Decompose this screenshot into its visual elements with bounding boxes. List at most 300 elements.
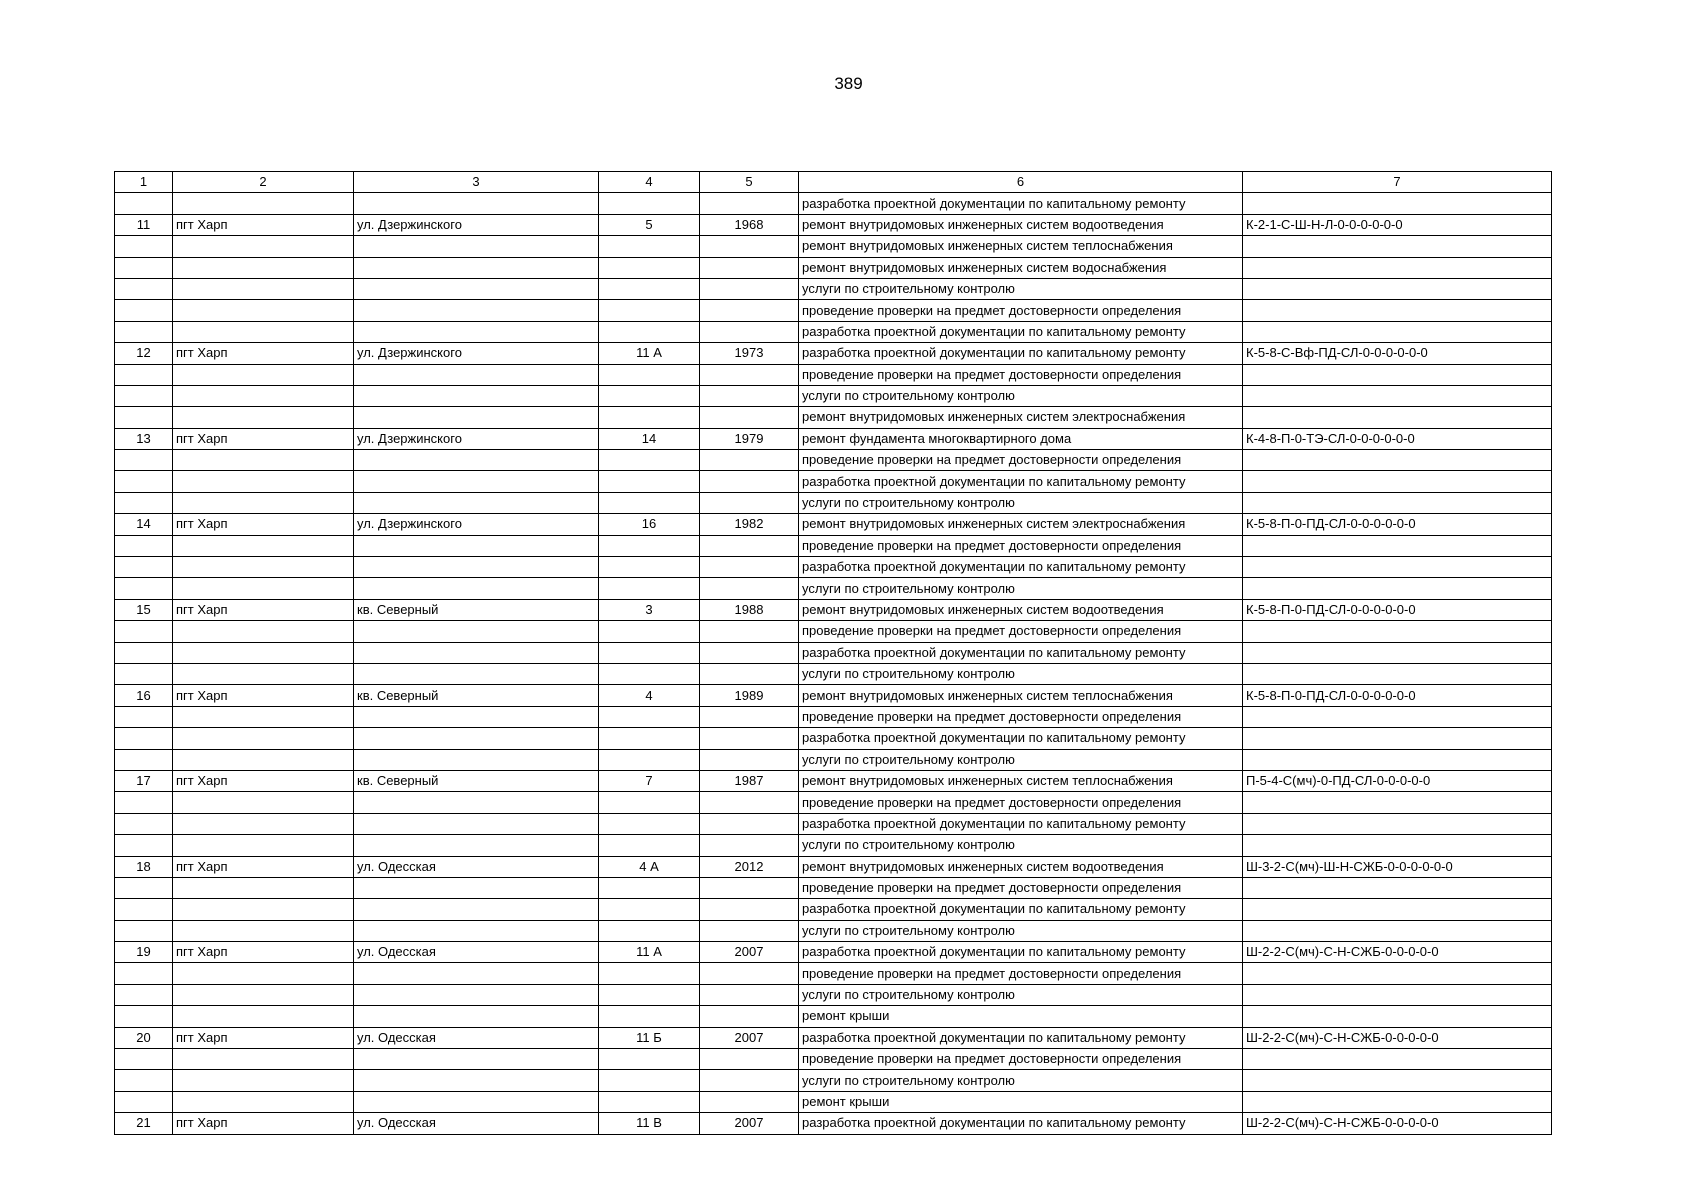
house-number-cell bbox=[599, 557, 700, 578]
table-row bbox=[115, 728, 1552, 749]
table-row bbox=[115, 813, 1552, 834]
table-row bbox=[115, 835, 1552, 856]
street-cell: кв. Северный bbox=[354, 685, 599, 706]
settlement-cell bbox=[173, 364, 354, 385]
table-row bbox=[115, 514, 1552, 535]
year-cell bbox=[700, 557, 799, 578]
work-type-cell: услуги по строительному контролю bbox=[799, 663, 1243, 684]
work-type-cell: ремонт внутридомовых инженерных систем водоотведения bbox=[799, 214, 1243, 235]
house-number-cell bbox=[599, 407, 700, 428]
settlement-cell: пгт Харп bbox=[173, 942, 354, 963]
row-number-cell bbox=[115, 835, 173, 856]
settlement-cell bbox=[173, 535, 354, 556]
row-number-cell: 11 bbox=[115, 214, 173, 235]
settlement-cell bbox=[173, 1049, 354, 1070]
year-cell: 1973 bbox=[700, 343, 799, 364]
code-cell: К-5-8-П-0-ПД-СЛ-0-0-0-0-0-0 bbox=[1243, 685, 1552, 706]
work-type-cell: услуги по строительному контролю bbox=[799, 984, 1243, 1005]
house-number-cell bbox=[599, 663, 700, 684]
table-row bbox=[115, 792, 1552, 813]
year-cell bbox=[700, 1091, 799, 1112]
street-cell bbox=[354, 728, 599, 749]
house-number-cell: 11 А bbox=[599, 942, 700, 963]
work-type-cell: ремонт внутридомовых инженерных систем электроснабжения bbox=[799, 407, 1243, 428]
street-cell bbox=[354, 407, 599, 428]
code-cell bbox=[1243, 749, 1552, 770]
row-number-cell bbox=[115, 728, 173, 749]
settlement-cell bbox=[173, 1070, 354, 1091]
table-row bbox=[115, 471, 1552, 492]
year-cell bbox=[700, 407, 799, 428]
row-number-cell bbox=[115, 663, 173, 684]
street-cell bbox=[354, 471, 599, 492]
settlement-cell: пгт Харп bbox=[173, 685, 354, 706]
code-cell bbox=[1243, 193, 1552, 214]
year-cell bbox=[700, 792, 799, 813]
street-cell bbox=[354, 450, 599, 471]
code-cell bbox=[1243, 364, 1552, 385]
house-number-cell: 3 bbox=[599, 599, 700, 620]
house-number-cell bbox=[599, 278, 700, 299]
table-row bbox=[115, 385, 1552, 406]
table-row bbox=[115, 578, 1552, 599]
street-cell bbox=[354, 278, 599, 299]
house-number-cell bbox=[599, 300, 700, 321]
work-type-cell: разработка проектной документации по капитальному ремонту bbox=[799, 642, 1243, 663]
code-cell bbox=[1243, 642, 1552, 663]
house-number-cell: 5 bbox=[599, 214, 700, 235]
house-number-cell bbox=[599, 749, 700, 770]
year-cell bbox=[700, 877, 799, 898]
table-row bbox=[115, 621, 1552, 642]
table-body bbox=[115, 193, 1552, 1134]
house-number-cell bbox=[599, 321, 700, 342]
code-cell bbox=[1243, 1070, 1552, 1091]
settlement-cell bbox=[173, 877, 354, 898]
house-number-cell: 11 В bbox=[599, 1113, 700, 1134]
settlement-cell: пгт Харп bbox=[173, 1113, 354, 1134]
street-cell bbox=[354, 557, 599, 578]
row-number-cell bbox=[115, 749, 173, 770]
street-cell bbox=[354, 963, 599, 984]
code-cell bbox=[1243, 492, 1552, 513]
settlement-cell: пгт Харп bbox=[173, 343, 354, 364]
code-cell bbox=[1243, 706, 1552, 727]
table-row bbox=[115, 899, 1552, 920]
work-type-cell: услуги по строительному контролю bbox=[799, 920, 1243, 941]
work-type-cell: ремонт фундамента многоквартирного дома bbox=[799, 428, 1243, 449]
row-number-cell bbox=[115, 1006, 173, 1027]
settlement-cell bbox=[173, 663, 354, 684]
code-cell bbox=[1243, 535, 1552, 556]
settlement-cell: пгт Харп bbox=[173, 428, 354, 449]
house-number-cell: 7 bbox=[599, 770, 700, 791]
work-type-cell: ремонт внутридомовых инженерных систем электроснабжения bbox=[799, 514, 1243, 535]
work-type-cell: ремонт крыши bbox=[799, 1006, 1243, 1027]
street-cell bbox=[354, 1091, 599, 1112]
table-row bbox=[115, 407, 1552, 428]
table-row bbox=[115, 1113, 1552, 1134]
year-cell: 1968 bbox=[700, 214, 799, 235]
year-cell bbox=[700, 257, 799, 278]
year-cell bbox=[700, 706, 799, 727]
work-type-cell: ремонт крыши bbox=[799, 1091, 1243, 1112]
row-number-cell bbox=[115, 920, 173, 941]
street-cell bbox=[354, 663, 599, 684]
row-number-cell bbox=[115, 1049, 173, 1070]
street-cell bbox=[354, 257, 599, 278]
house-number-cell bbox=[599, 385, 700, 406]
settlement-cell bbox=[173, 278, 354, 299]
settlement-cell: пгт Харп bbox=[173, 770, 354, 791]
work-type-cell: услуги по строительному контролю bbox=[799, 492, 1243, 513]
house-number-cell: 11 Б bbox=[599, 1027, 700, 1048]
house-number-cell bbox=[599, 1070, 700, 1091]
house-number-cell bbox=[599, 792, 700, 813]
year-cell: 2007 bbox=[700, 1027, 799, 1048]
settlement-cell bbox=[173, 984, 354, 1005]
settlement-cell: пгт Харп bbox=[173, 1027, 354, 1048]
row-number-cell bbox=[115, 963, 173, 984]
work-type-cell: проведение проверки на предмет достоверности определения bbox=[799, 300, 1243, 321]
table-row bbox=[115, 706, 1552, 727]
settlement-cell bbox=[173, 385, 354, 406]
table-row bbox=[115, 877, 1552, 898]
settlement-cell bbox=[173, 492, 354, 513]
column-header: 6 bbox=[799, 172, 1243, 193]
year-cell bbox=[700, 813, 799, 834]
table-row bbox=[115, 920, 1552, 941]
year-cell bbox=[700, 236, 799, 257]
house-number-cell bbox=[599, 471, 700, 492]
code-cell bbox=[1243, 1091, 1552, 1112]
house-number-cell: 4 bbox=[599, 685, 700, 706]
street-cell: ул. Одесская bbox=[354, 1027, 599, 1048]
table-row bbox=[115, 963, 1552, 984]
table-row bbox=[115, 214, 1552, 235]
row-number-cell bbox=[115, 813, 173, 834]
year-cell: 1988 bbox=[700, 599, 799, 620]
settlement-cell bbox=[173, 835, 354, 856]
row-number-cell: 18 bbox=[115, 856, 173, 877]
year-cell bbox=[700, 984, 799, 1005]
table-header-row bbox=[115, 172, 1552, 193]
work-type-cell: разработка проектной документации по капитальному ремонту bbox=[799, 1027, 1243, 1048]
year-cell bbox=[700, 278, 799, 299]
street-cell bbox=[354, 920, 599, 941]
year-cell bbox=[700, 450, 799, 471]
settlement-cell bbox=[173, 407, 354, 428]
settlement-cell bbox=[173, 728, 354, 749]
row-number-cell: 19 bbox=[115, 942, 173, 963]
house-number-cell bbox=[599, 1049, 700, 1070]
column-header: 7 bbox=[1243, 172, 1552, 193]
table-row bbox=[115, 1006, 1552, 1027]
work-type-cell: проведение проверки на предмет достоверности определения bbox=[799, 792, 1243, 813]
work-type-cell: разработка проектной документации по капитальному ремонту bbox=[799, 899, 1243, 920]
street-cell bbox=[354, 621, 599, 642]
settlement-cell bbox=[173, 963, 354, 984]
table-row bbox=[115, 642, 1552, 663]
code-cell bbox=[1243, 257, 1552, 278]
year-cell bbox=[700, 835, 799, 856]
street-cell bbox=[354, 813, 599, 834]
work-type-cell: разработка проектной документации по капитальному ремонту bbox=[799, 321, 1243, 342]
street-cell: кв. Северный bbox=[354, 770, 599, 791]
table-row bbox=[115, 856, 1552, 877]
code-cell: Ш-2-2-С(мч)-С-Н-СЖБ-0-0-0-0-0 bbox=[1243, 942, 1552, 963]
settlement-cell bbox=[173, 621, 354, 642]
year-cell bbox=[700, 621, 799, 642]
street-cell: ул. Дзержинского bbox=[354, 428, 599, 449]
row-number-cell bbox=[115, 1091, 173, 1112]
house-number-cell bbox=[599, 578, 700, 599]
settlement-cell bbox=[173, 1006, 354, 1027]
work-type-cell: проведение проверки на предмет достоверности определения bbox=[799, 706, 1243, 727]
work-type-cell: разработка проектной документации по капитальному ремонту bbox=[799, 728, 1243, 749]
code-cell: К-2-1-С-Ш-Н-Л-0-0-0-0-0-0 bbox=[1243, 214, 1552, 235]
year-cell bbox=[700, 193, 799, 214]
table-row bbox=[115, 257, 1552, 278]
house-number-cell: 4 А bbox=[599, 856, 700, 877]
house-number-cell: 14 bbox=[599, 428, 700, 449]
house-number-cell bbox=[599, 193, 700, 214]
street-cell: кв. Северный bbox=[354, 599, 599, 620]
work-type-cell: разработка проектной документации по капитальному ремонту bbox=[799, 1113, 1243, 1134]
code-cell bbox=[1243, 792, 1552, 813]
work-type-cell: услуги по строительному контролю bbox=[799, 385, 1243, 406]
street-cell bbox=[354, 984, 599, 1005]
street-cell bbox=[354, 1070, 599, 1091]
settlement-cell bbox=[173, 321, 354, 342]
year-cell: 1987 bbox=[700, 770, 799, 791]
year-cell bbox=[700, 749, 799, 770]
settlement-cell bbox=[173, 899, 354, 920]
code-cell bbox=[1243, 471, 1552, 492]
street-cell bbox=[354, 835, 599, 856]
street-cell: ул. Одесская bbox=[354, 942, 599, 963]
table-row bbox=[115, 663, 1552, 684]
row-number-cell bbox=[115, 877, 173, 898]
row-number-cell bbox=[115, 471, 173, 492]
house-number-cell bbox=[599, 257, 700, 278]
row-number-cell bbox=[115, 257, 173, 278]
year-cell: 2012 bbox=[700, 856, 799, 877]
year-cell bbox=[700, 300, 799, 321]
code-cell: К-5-8-С-Вф-ПД-СЛ-0-0-0-0-0-0 bbox=[1243, 343, 1552, 364]
year-cell bbox=[700, 492, 799, 513]
street-cell: ул. Одесская bbox=[354, 856, 599, 877]
street-cell bbox=[354, 792, 599, 813]
table-row bbox=[115, 1091, 1552, 1112]
code-cell bbox=[1243, 877, 1552, 898]
street-cell bbox=[354, 749, 599, 770]
table-row bbox=[115, 193, 1552, 214]
street-cell: ул. Дзержинского bbox=[354, 214, 599, 235]
table-row bbox=[115, 1070, 1552, 1091]
year-cell bbox=[700, 385, 799, 406]
page-number: 389 bbox=[834, 74, 863, 93]
work-type-cell: ремонт внутридомовых инженерных систем теплоснабжения bbox=[799, 770, 1243, 791]
code-cell bbox=[1243, 578, 1552, 599]
year-cell bbox=[700, 899, 799, 920]
year-cell: 2007 bbox=[700, 1113, 799, 1134]
code-cell: К-5-8-П-0-ПД-СЛ-0-0-0-0-0-0 bbox=[1243, 514, 1552, 535]
house-number-cell bbox=[599, 535, 700, 556]
code-cell bbox=[1243, 385, 1552, 406]
code-cell: Ш-2-2-С(мч)-С-Н-СЖБ-0-0-0-0-0 bbox=[1243, 1113, 1552, 1134]
year-cell: 1979 bbox=[700, 428, 799, 449]
street-cell bbox=[354, 706, 599, 727]
row-number-cell: 21 bbox=[115, 1113, 173, 1134]
code-cell bbox=[1243, 407, 1552, 428]
table-row bbox=[115, 942, 1552, 963]
code-cell bbox=[1243, 813, 1552, 834]
year-cell: 1982 bbox=[700, 514, 799, 535]
code-cell bbox=[1243, 1049, 1552, 1070]
work-type-cell: ремонт внутридомовых инженерных систем водоотведения bbox=[799, 856, 1243, 877]
work-type-cell: услуги по строительному контролю bbox=[799, 835, 1243, 856]
table-row bbox=[115, 364, 1552, 385]
column-header: 3 bbox=[354, 172, 599, 193]
table-row bbox=[115, 450, 1552, 471]
settlement-cell bbox=[173, 557, 354, 578]
row-number-cell bbox=[115, 535, 173, 556]
work-type-cell: разработка проектной документации по капитальному ремонту bbox=[799, 193, 1243, 214]
row-number-cell: 17 bbox=[115, 770, 173, 791]
row-number-cell: 13 bbox=[115, 428, 173, 449]
column-header: 2 bbox=[173, 172, 354, 193]
street-cell bbox=[354, 385, 599, 406]
code-cell: К-5-8-П-0-ПД-СЛ-0-0-0-0-0-0 bbox=[1243, 599, 1552, 620]
work-type-cell: ремонт внутридомовых инженерных систем теплоснабжения bbox=[799, 236, 1243, 257]
settlement-cell: пгт Харп bbox=[173, 214, 354, 235]
work-type-cell: проведение проверки на предмет достоверности определения bbox=[799, 535, 1243, 556]
row-number-cell bbox=[115, 385, 173, 406]
settlement-cell bbox=[173, 450, 354, 471]
work-type-cell: проведение проверки на предмет достоверности определения bbox=[799, 877, 1243, 898]
street-cell bbox=[354, 578, 599, 599]
house-number-cell bbox=[599, 621, 700, 642]
row-number-cell bbox=[115, 321, 173, 342]
table-row bbox=[115, 685, 1552, 706]
work-type-cell: услуги по строительному контролю bbox=[799, 578, 1243, 599]
row-number-cell bbox=[115, 642, 173, 663]
code-cell bbox=[1243, 557, 1552, 578]
row-number-cell bbox=[115, 557, 173, 578]
table-row bbox=[115, 599, 1552, 620]
column-header: 4 bbox=[599, 172, 700, 193]
code-cell bbox=[1243, 300, 1552, 321]
row-number-cell: 15 bbox=[115, 599, 173, 620]
year-cell bbox=[700, 535, 799, 556]
year-cell bbox=[700, 471, 799, 492]
column-header: 5 bbox=[700, 172, 799, 193]
settlement-cell bbox=[173, 792, 354, 813]
row-number-cell bbox=[115, 407, 173, 428]
code-cell: П-5-4-С(мч)-0-ПД-СЛ-0-0-0-0-0 bbox=[1243, 770, 1552, 791]
table-row bbox=[115, 321, 1552, 342]
code-cell: Ш-3-2-С(мч)-Ш-Н-СЖБ-0-0-0-0-0-0 bbox=[1243, 856, 1552, 877]
work-type-cell: разработка проектной документации по капитальному ремонту bbox=[799, 471, 1243, 492]
work-type-cell: разработка проектной документации по капитальному ремонту bbox=[799, 813, 1243, 834]
settlement-cell bbox=[173, 193, 354, 214]
row-number-cell bbox=[115, 193, 173, 214]
year-cell bbox=[700, 1049, 799, 1070]
row-number-cell bbox=[115, 300, 173, 321]
work-type-cell: ремонт внутридомовых инженерных систем водоснабжения bbox=[799, 257, 1243, 278]
work-type-cell: ремонт внутридомовых инженерных систем теплоснабжения bbox=[799, 685, 1243, 706]
work-type-cell: услуги по строительному контролю bbox=[799, 278, 1243, 299]
works-table bbox=[114, 171, 1552, 1135]
code-cell bbox=[1243, 1006, 1552, 1027]
house-number-cell bbox=[599, 813, 700, 834]
code-cell bbox=[1243, 621, 1552, 642]
table-row bbox=[115, 770, 1552, 791]
work-type-cell: проведение проверки на предмет достоверности определения bbox=[799, 963, 1243, 984]
house-number-cell: 11 А bbox=[599, 343, 700, 364]
table-row bbox=[115, 984, 1552, 1005]
row-number-cell bbox=[115, 578, 173, 599]
year-cell bbox=[700, 663, 799, 684]
table-row bbox=[115, 278, 1552, 299]
row-number-cell bbox=[115, 621, 173, 642]
row-number-cell: 14 bbox=[115, 514, 173, 535]
street-cell bbox=[354, 1006, 599, 1027]
row-number-cell bbox=[115, 492, 173, 513]
house-number-cell bbox=[599, 364, 700, 385]
year-cell bbox=[700, 364, 799, 385]
house-number-cell bbox=[599, 920, 700, 941]
code-cell bbox=[1243, 920, 1552, 941]
row-number-cell bbox=[115, 984, 173, 1005]
table-row bbox=[115, 236, 1552, 257]
house-number-cell bbox=[599, 835, 700, 856]
settlement-cell: пгт Харп bbox=[173, 856, 354, 877]
code-cell bbox=[1243, 321, 1552, 342]
row-number-cell: 12 bbox=[115, 343, 173, 364]
table-row bbox=[115, 557, 1552, 578]
row-number-cell: 16 bbox=[115, 685, 173, 706]
settlement-cell bbox=[173, 300, 354, 321]
table-row bbox=[115, 1049, 1552, 1070]
street-cell bbox=[354, 364, 599, 385]
code-cell bbox=[1243, 728, 1552, 749]
street-cell: ул. Дзержинского bbox=[354, 514, 599, 535]
settlement-cell bbox=[173, 236, 354, 257]
house-number-cell bbox=[599, 877, 700, 898]
row-number-cell bbox=[115, 899, 173, 920]
settlement-cell bbox=[173, 920, 354, 941]
code-cell bbox=[1243, 663, 1552, 684]
street-cell: ул. Дзержинского bbox=[354, 343, 599, 364]
row-number-cell bbox=[115, 450, 173, 471]
row-number-cell bbox=[115, 236, 173, 257]
column-header: 1 bbox=[115, 172, 173, 193]
year-cell: 2007 bbox=[700, 942, 799, 963]
settlement-cell bbox=[173, 257, 354, 278]
work-type-cell: разработка проектной документации по капитальному ремонту bbox=[799, 942, 1243, 963]
street-cell bbox=[354, 1049, 599, 1070]
house-number-cell bbox=[599, 1091, 700, 1112]
house-number-cell bbox=[599, 728, 700, 749]
code-cell bbox=[1243, 278, 1552, 299]
work-type-cell: услуги по строительному контролю bbox=[799, 749, 1243, 770]
work-type-cell: проведение проверки на предмет достоверности определения bbox=[799, 450, 1243, 471]
year-cell: 1989 bbox=[700, 685, 799, 706]
code-cell bbox=[1243, 450, 1552, 471]
settlement-cell: пгт Харп bbox=[173, 599, 354, 620]
